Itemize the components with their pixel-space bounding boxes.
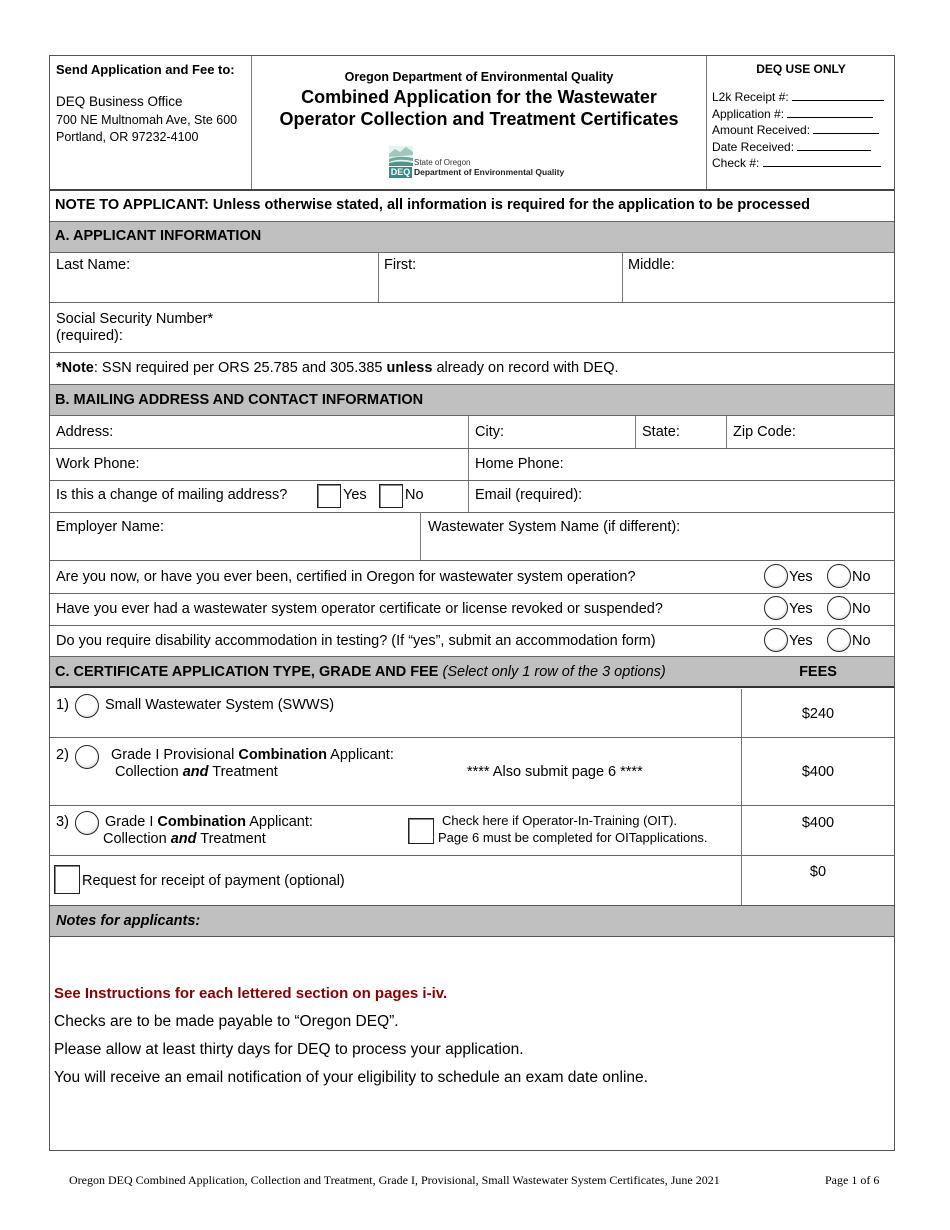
option-2-number: 2) [56, 747, 69, 763]
certified-yes-radio[interactable] [764, 564, 788, 588]
divider [50, 352, 894, 353]
question-disability-accommodation: Do you require disability accommodation in testing? (If “yes”, submit an accommodation form) [56, 633, 656, 649]
option-2-label-line1: Grade I Provisional Combination Applicant: [111, 747, 394, 763]
deq-field-check: Check #: [712, 155, 884, 172]
divider [50, 625, 894, 626]
form-title-line1: Combined Application for the Wastewater [301, 87, 657, 107]
footer-document-info: Oregon DEQ Combined Application, Collection and Treatment, Grade I, Provisional, Small Wastewater System Certificates, June 2021 [69, 1173, 720, 1187]
option-2-fee: $400 [801, 764, 835, 780]
deq-field-date-received: Date Received: [712, 139, 884, 156]
option-2-note: **** Also submit page 6 **** [467, 764, 643, 780]
accommodation-no-radio[interactable] [827, 628, 851, 652]
city-label: City: [475, 424, 504, 440]
option-3-number: 3) [56, 814, 69, 830]
option-3-fee: $400 [801, 815, 835, 831]
fees-header: FEES [799, 664, 837, 680]
deq-badge: DEQ [390, 167, 411, 177]
notes-line-processing-time: Please allow at least thirty days for DEQ to process your application. [54, 1041, 524, 1058]
oit-label-line2: Page 6 must be completed for OITapplications. [438, 830, 708, 845]
change-address-yes-checkbox[interactable] [317, 484, 341, 508]
option-1-number: 1) [56, 697, 69, 713]
ssn-label-line1: Social Security Number* [56, 311, 214, 327]
accommodation-no-label: No [852, 633, 871, 649]
last-name-label: Last Name: [56, 257, 131, 273]
ssn-label [56, 311, 213, 345]
receipt-request-label: Request for receipt of payment (optional) [82, 873, 345, 889]
oit-label-line1: Check here if Operator-In-Training (OIT). [442, 813, 678, 828]
question-certified-oregon: Are you now, or have you ever been, certified in Oregon for wastewater system operation? [56, 569, 636, 585]
option-1-label: Small Wastewater System (SWWS) [105, 697, 335, 713]
divider [50, 560, 894, 561]
employer-name-label: Employer Name: [56, 519, 164, 535]
deq-field-l2k-receipt: L2k Receipt #: [712, 89, 884, 106]
deq-landscape-logo-icon [389, 146, 413, 166]
certified-yes-label: Yes [789, 569, 813, 585]
revoked-no-radio[interactable] [827, 596, 851, 620]
revoked-yes-radio[interactable] [764, 596, 788, 620]
receipt-fee: $0 [809, 864, 827, 880]
instructions-reference: See Instructions for each lettered section on pages i-iv. [54, 985, 448, 1002]
agency-name: Oregon Department of Environmental Quality [344, 70, 614, 84]
form-title-line2: Operator Collection and Treatment Certificates [279, 109, 679, 129]
deq-field-amount-received: Amount Received: [712, 122, 884, 139]
home-phone-label: Home Phone: [475, 456, 564, 472]
ssn-note: *Note: SSN required per ORS 25.785 and 305.385 unless already on record with DEQ. [56, 360, 619, 376]
option-1-fee: $240 [801, 706, 835, 722]
change-address-no-checkbox[interactable] [379, 484, 403, 508]
section-b-title: B. MAILING ADDRESS AND CONTACT INFORMATION [55, 392, 424, 408]
notes-title: Notes for applicants: [56, 913, 201, 929]
logo-state-of-oregon: State of Oregon [414, 158, 471, 167]
option-3-label-line2: Collection and Treatment [103, 831, 266, 847]
footer-page-number: Page 1 of 6 [825, 1173, 880, 1187]
send-to-city: Portland, OR 97232-4100 [56, 130, 199, 144]
state-label: State: [642, 424, 680, 440]
option-2-provisional-radio[interactable] [75, 745, 99, 769]
divider [50, 737, 894, 738]
notes-line-email-notification: You will receive an email notification of your eligibility to schedule an exam date online. [54, 1069, 648, 1086]
accommodation-yes-label: Yes [789, 633, 813, 649]
divider [50, 855, 894, 856]
change-address-yes-label: Yes [343, 487, 367, 503]
send-to-street: 700 NE Multnomah Ave, Ste 600 [56, 113, 238, 127]
certified-no-radio[interactable] [827, 564, 851, 588]
system-name-label: Wastewater System Name (if different): [428, 519, 681, 535]
option-3-combination-radio[interactable] [75, 811, 99, 835]
accommodation-yes-radio[interactable] [764, 628, 788, 652]
middle-name-label: Middle: [628, 257, 675, 273]
receipt-request-checkbox[interactable] [54, 865, 80, 894]
email-label: Email (required): [475, 487, 583, 503]
revoked-no-label: No [852, 601, 871, 617]
send-to-title: Send Application and Fee to: [56, 62, 235, 77]
option-2-label-line2: Collection and Treatment [115, 764, 278, 780]
option-3-label-line1: Grade I Combination Applicant: [105, 814, 313, 830]
section-a-title: A. APPLICANT INFORMATION [55, 228, 262, 244]
work-phone-label: Work Phone: [56, 456, 140, 472]
option-1-swws-radio[interactable] [75, 694, 99, 718]
change-address-no-label: No [405, 487, 424, 503]
send-to-office: DEQ Business Office [56, 94, 183, 109]
logo-department: Department of Environmental Quality [414, 167, 565, 177]
change-address-question: Is this a change of mailing address? [56, 487, 288, 503]
zip-label: Zip Code: [733, 424, 796, 440]
section-c-title: C. CERTIFICATE APPLICATION TYPE, GRADE AND FEE (Select only 1 row of the 3 options) [55, 664, 666, 680]
header-bottom-rule [50, 189, 894, 191]
notes-line-checks-payable: Checks are to be made payable to “Oregon DEQ”. [54, 1013, 399, 1030]
question-revoked: Have you ever had a wastewater system operator certificate or license revoked or suspended? [56, 601, 663, 617]
oit-checkbox[interactable] [408, 818, 434, 844]
certified-no-label: No [852, 569, 871, 585]
note-to-applicant: NOTE TO APPLICANT: Unless otherwise stated, all information is required for the application to be processed [55, 197, 810, 213]
divider [50, 593, 894, 594]
ssn-label-line2: (required): [56, 328, 123, 344]
revoked-yes-label: Yes [789, 601, 813, 617]
first-name-label: First: [384, 257, 417, 273]
address-label: Address: [56, 424, 114, 440]
deq-field-application: Application #: [712, 106, 884, 123]
deq-use-only-fields [712, 89, 884, 172]
deq-use-only-title: DEQ USE ONLY [756, 62, 846, 76]
divider [50, 805, 894, 806]
